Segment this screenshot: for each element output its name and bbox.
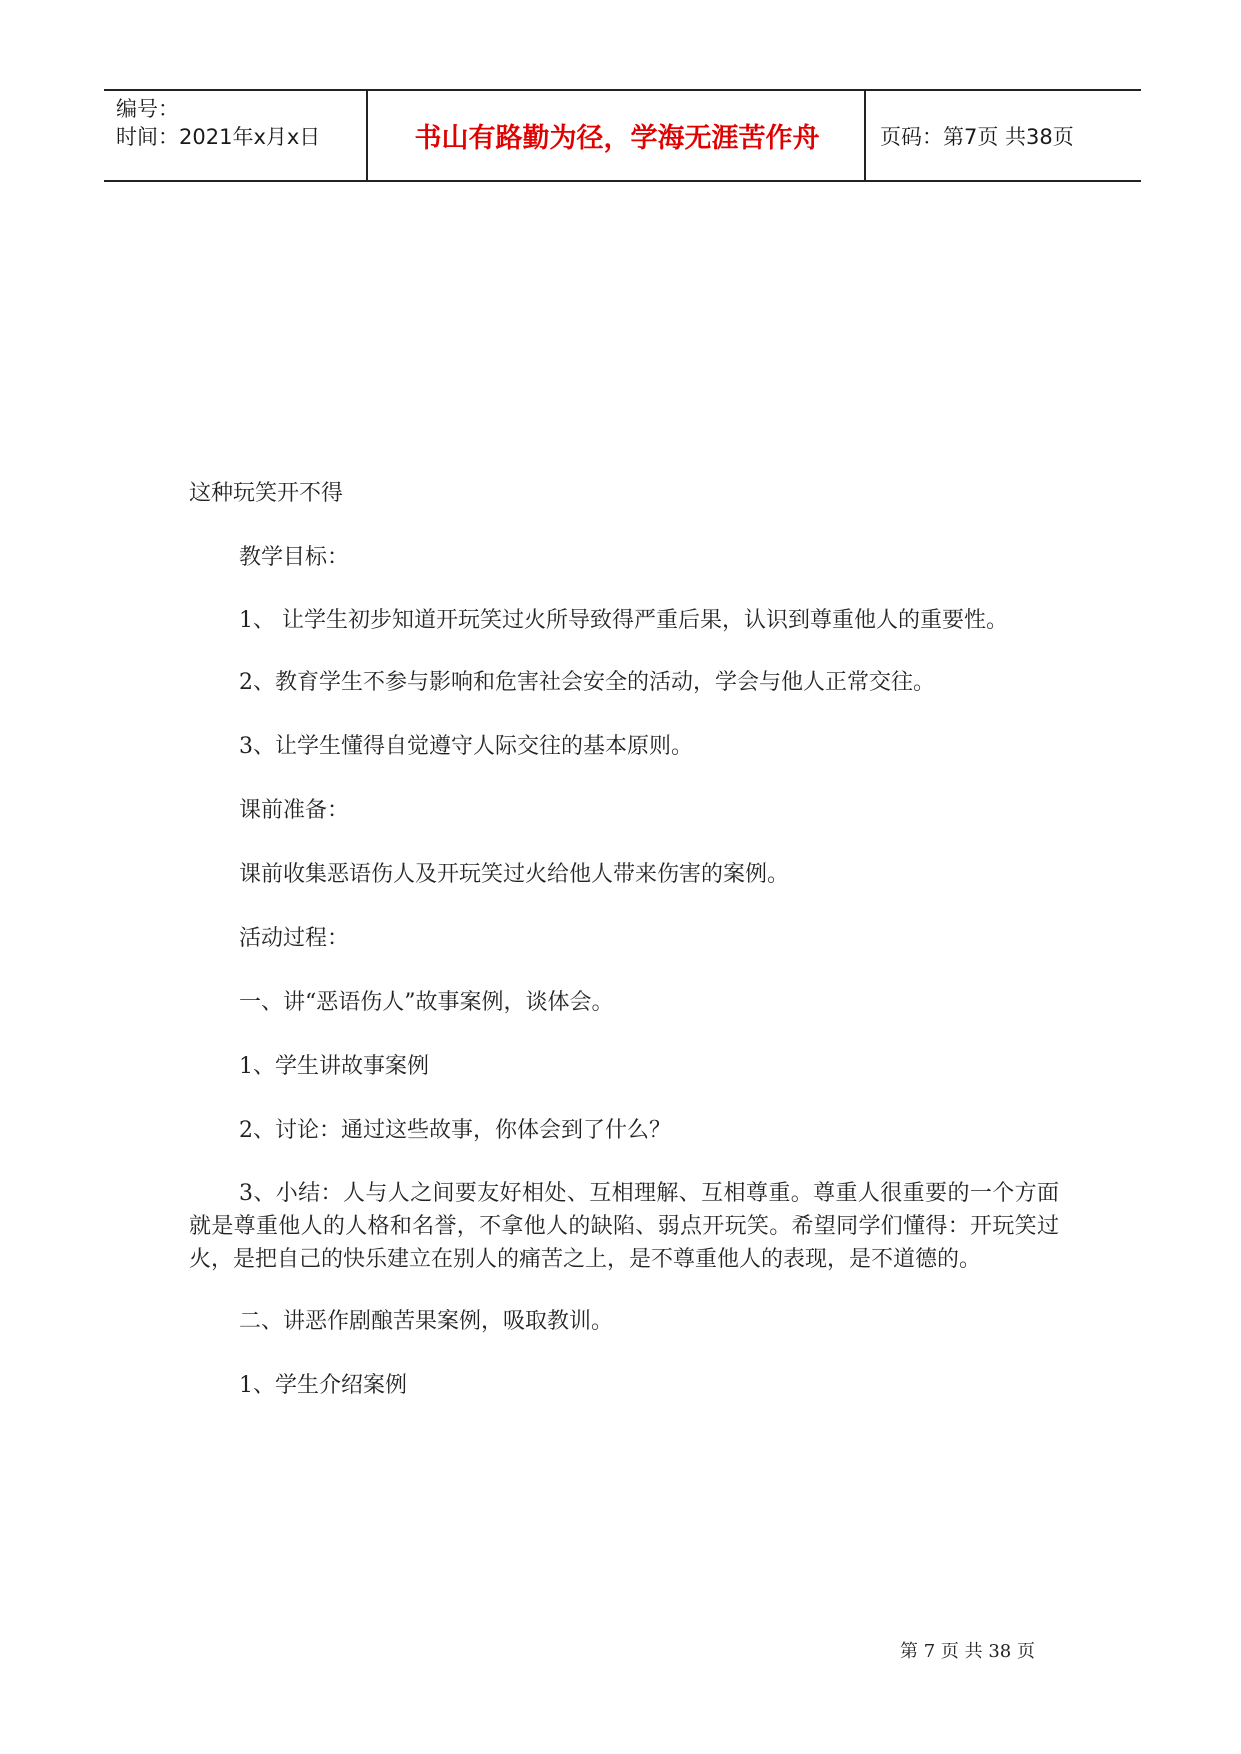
header-divider-right (864, 91, 866, 180)
paragraph: 课前收集恶语伤人及开玩笑过火给他人带来伤害的案例。 (239, 862, 790, 887)
paragraph: 3、小结：人与人之间要友好相处、互相理解、互相尊重。尊重人很重要的一个方面就是尊重他人的人格和名誉，不拿他人的缺陷、弱点开玩笑。希望同学们懂得：开玩笑过火，是把自己的快乐建立在别人的痛苦之上，是不尊重他人的表现，是不道德的。 (189, 1181, 1059, 1272)
document-number-label: 编号： (116, 97, 179, 121)
paragraph: 3、让学生懂得自觉遵守人际交往的基本原则。 (239, 734, 693, 759)
header-motto: 书山有路勤为径，学海无涯苦作舟 (414, 123, 820, 154)
paragraph: 活动过程： (239, 926, 350, 951)
document-time-label: 时间：2021年x月x日 (116, 125, 321, 149)
page-footer: 第 7 页 共 38 页 (900, 1641, 1035, 1662)
document-header (104, 89, 1141, 182)
header-meta (116, 95, 320, 151)
document-body (189, 478, 1059, 1402)
paragraph: 二、讲恶作剧酿苦果案例，吸取教训。 (239, 1309, 614, 1334)
paragraph: 一、讲“恶语伤人”故事案例，谈体会。 (239, 990, 614, 1015)
document-title: 这种玩笑开不得 (189, 481, 344, 506)
header-page-label: 页码：第7页 共38页 (880, 124, 1074, 149)
paragraph: 2、讨论：通过这些故事，你体会到了什么？ (239, 1118, 671, 1143)
header-divider-left (366, 91, 368, 180)
paragraph: 教学目标： (239, 545, 350, 570)
paragraph: 课前准备： (239, 798, 350, 823)
paragraph: 1、学生介绍案例 (239, 1373, 407, 1398)
paragraph: 1、学生讲故事案例 (239, 1054, 429, 1079)
paragraph: 2、教育学生不参与影响和危害社会安全的活动，学会与他人正常交往。 (239, 670, 935, 695)
paragraph: 1、 让学生初步知道开玩笑过火所导致得严重后果，认识到尊重他人的重要性。 (239, 608, 1008, 633)
